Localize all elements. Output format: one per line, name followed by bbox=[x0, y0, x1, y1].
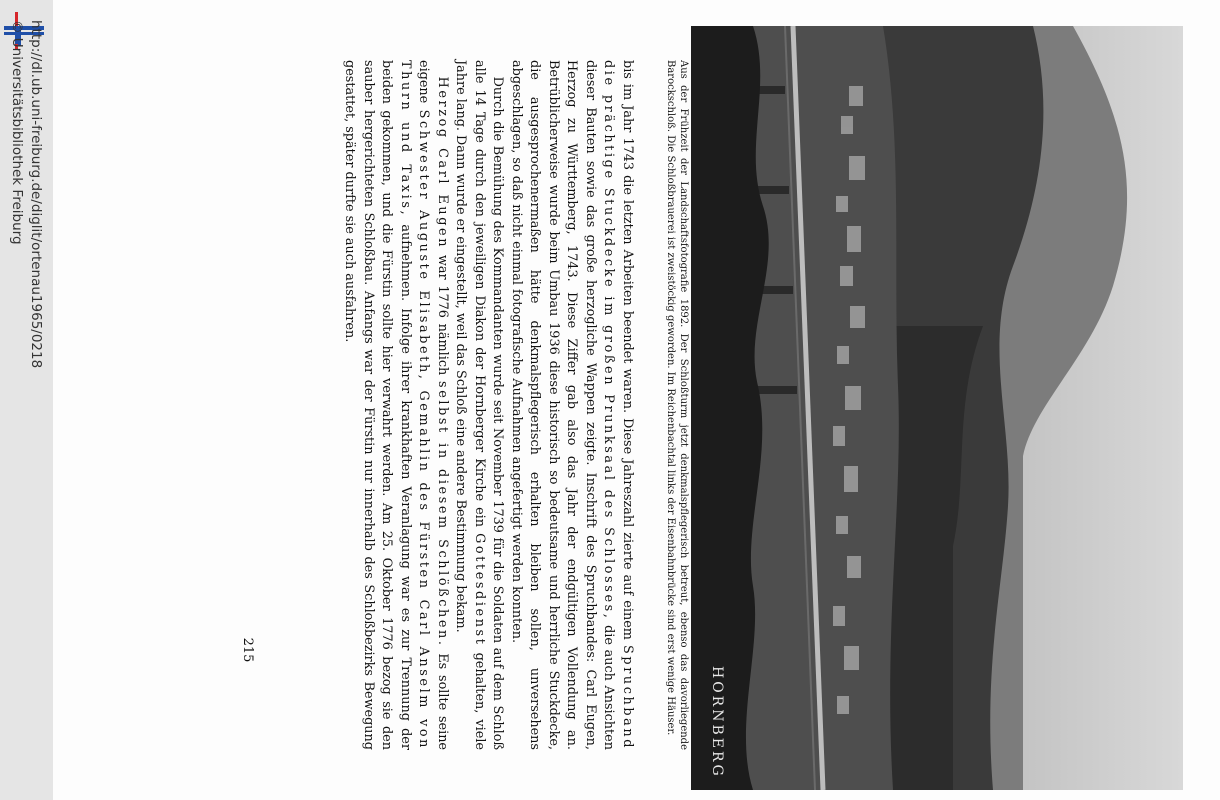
spaced-text-run: Schwester Auguste Elisabeth, Gemahlin des Fürsten Carl Anselm von Thurn und Taxis, bbox=[398, 60, 432, 751]
text-run: die auch Ansichten dieser Bauten sowie das große herzogliche Wappen zeigte. Inschrift des Spruchbandes: Carl Eugen, Herzog zu Württemberg, 1743. Diese Ziffer gab also das Jahr der endgültigen Vollendung an. Betrüblicherweise wurde beim Umbau 1936 diese historisch so bedeutsame und herrliche Stuckdecke, die ausgesprochenermaßen hätte denkmalspflegerisch erhalten bleiben sollen, unversehens abgeschlagen, so daß nicht einmal fotografische Aufnahmen angefertigt werden konnten. bbox=[509, 60, 617, 750]
copyright-notice: © Universitätsbibliothek Freiburg bbox=[9, 20, 26, 245]
rotated-page-content bbox=[53, 0, 1220, 800]
source-url-link[interactable]: http://dl.ub.uni-freiburg.de/diglit/ortenau1965/0218 bbox=[28, 20, 45, 369]
scanned-page bbox=[53, 0, 1220, 800]
paragraph-3 bbox=[340, 60, 451, 750]
historic-photograph bbox=[691, 26, 1183, 790]
page-number: 215 bbox=[240, 637, 255, 663]
article-body bbox=[340, 60, 636, 750]
spaced-text-run: Gottesdienst bbox=[472, 533, 487, 647]
photo-landscape-image bbox=[691, 26, 1183, 790]
photo-sign-text: HORNBERG bbox=[709, 666, 725, 779]
text-run: war 1776 nämlich bbox=[435, 254, 450, 376]
spaced-text-run: Herzog Carl Eugen bbox=[435, 76, 450, 250]
paragraph-2 bbox=[451, 60, 507, 750]
text-run: gehalten, viele Jahre lang. Dann wurde er eingestellt, weil das Schloß eine andere Bestimmung bekam. bbox=[453, 60, 487, 750]
spaced-text-run: Spruchband die prächtige Stuckdecke im großen Prunksaal des Schlosses, bbox=[601, 60, 635, 751]
photo-caption: Aus der Frühzeit der Landschaftsfotografie 1892. Der Schloßturm jetzt denkmalspflegerisch betreut, ebenso das davorliegende Barockschloß. Die Schloßbrauerei ist zweistöckig geworden. Im Reichenbachtal links der Eisenbahnbrücke sind erst wenige Häuser. bbox=[665, 60, 689, 750]
spaced-text-run: selbst in diesem Schlößchen. bbox=[435, 381, 450, 648]
source-sidebar bbox=[0, 0, 53, 800]
paragraph-1 bbox=[507, 60, 637, 750]
text-run: aufnehmen. Infolge ihrer krankhaften Veranlagung war es zur Trennung der beiden gekommen, und die Fürstin sollte hier verwahrt werden. Am 25. Oktober 1776 bezog sie den sauber hergerichteten Schloßbau. Anfangs war der Fürstin nur innerhalb des Schloßbezirks Bewegung gestattet, später durfte sie auch ausfahren. bbox=[342, 60, 413, 750]
text-run: Durch die Bemühung des Kommandanten wurde seit November 1739 für die Soldaten auf dem Schloß alle 14 Tage durch den jeweiligen Diakon der Hornberger Kirche ein bbox=[472, 60, 506, 750]
text-run: Es sollte seine eigene bbox=[416, 60, 450, 751]
text-run: bis im Jahr 1743 die letzten Arbeiten beendet waren. Diese Jahreszahl zierte auf einem bbox=[620, 60, 635, 640]
